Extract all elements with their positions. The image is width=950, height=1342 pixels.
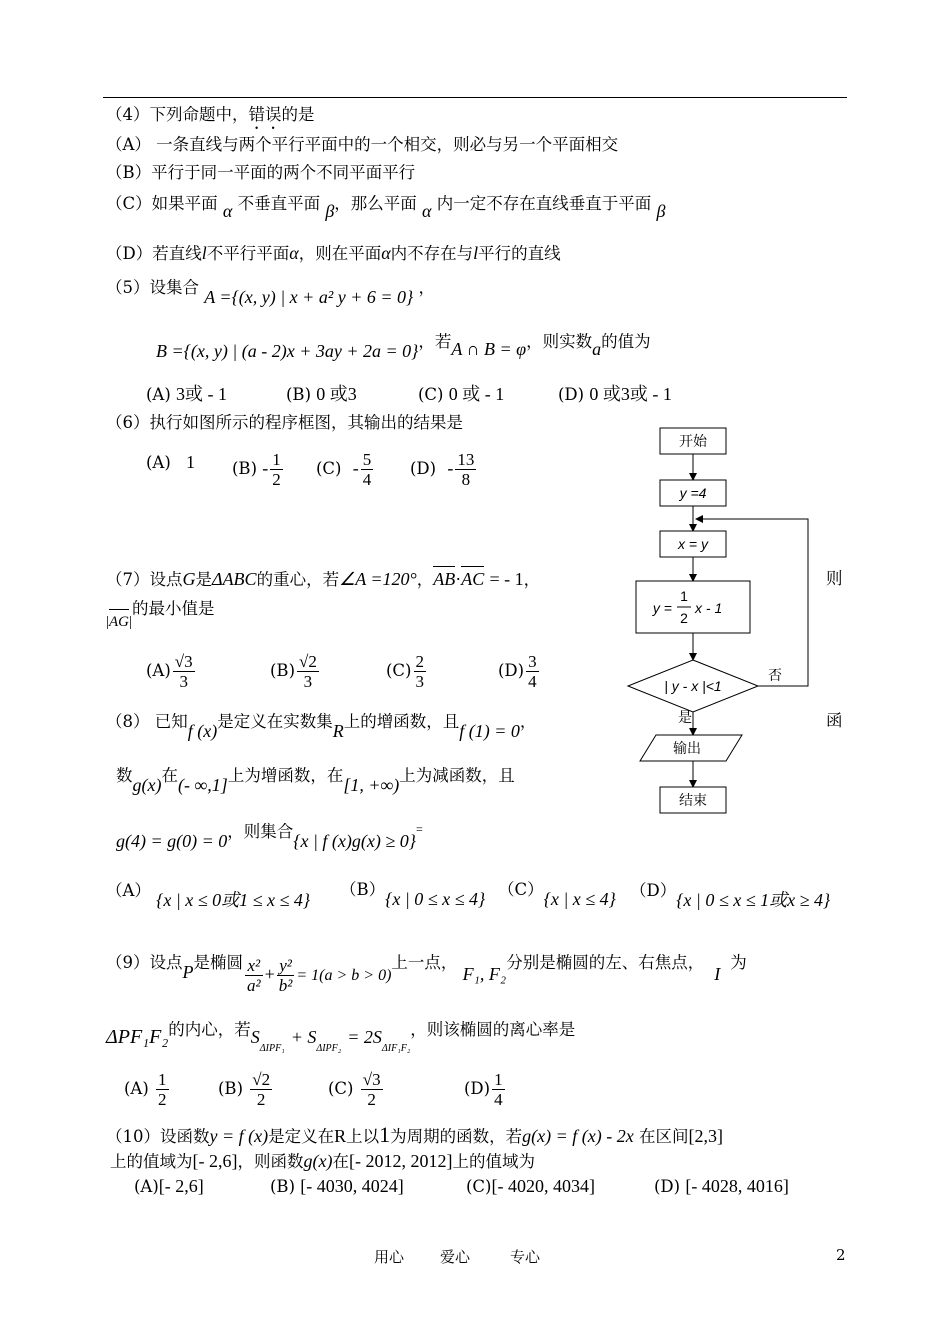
- q9-area-s3: = 2S: [347, 1027, 382, 1047]
- q9-option-a: [124, 1070, 171, 1109]
- q10-text6: 上的值域为: [110, 1152, 193, 1171]
- q5-opt-d-text: 0 或3或 - 1: [589, 384, 672, 404]
- q8-opt-d-label: （D）: [630, 881, 677, 900]
- q8-g4: g(4) = g(0) = 0: [116, 831, 228, 851]
- q7-triangle: ΔABC: [212, 569, 257, 589]
- q9-plus: +: [264, 964, 275, 984]
- q9-option-d: [464, 1070, 507, 1109]
- q9-ellipse-y-fraction: [277, 956, 295, 995]
- q8-text2: 是定义在实数集: [217, 712, 333, 731]
- q4-d-alpha2: α: [381, 243, 391, 263]
- q7-c-label: (C): [386, 661, 412, 680]
- q8-option-a: [106, 876, 311, 910]
- q9-area-s2: + S: [290, 1027, 317, 1047]
- q7-text2: 是: [195, 570, 212, 589]
- q10-text5: 在区间: [633, 1127, 689, 1146]
- q9-a-numerator: 1: [158, 1070, 167, 1089]
- q4-stem-prefix: （4）下列命题中，: [106, 105, 249, 124]
- q9-ellipse-x-fraction: [245, 956, 263, 995]
- q4-d-text2: 不平行平面: [206, 244, 290, 263]
- program-flowchart: [620, 420, 820, 820]
- q8-gx: g(x): [132, 775, 162, 795]
- q8-option-c: [498, 876, 616, 909]
- q9-area-s1: S: [250, 1027, 260, 1047]
- q5-stem: [106, 276, 435, 307]
- q8-text5: 上为增函数，在: [227, 766, 344, 785]
- q6-b-sign: -: [262, 458, 269, 478]
- q9-ey-denominator: b²: [278, 976, 293, 995]
- q7-vector-ac: AC: [461, 569, 485, 589]
- q6-c-label: (C): [316, 459, 342, 478]
- q10-yfx: y = f (x): [209, 1126, 269, 1146]
- q5-option-b: [286, 380, 357, 406]
- q7-option-d: [498, 652, 541, 691]
- flow-init-label: y =4: [679, 485, 707, 501]
- q6-option-b: [232, 450, 285, 489]
- q8-fx: f (x): [187, 721, 218, 741]
- q9-ex-numerator: x²: [245, 956, 263, 976]
- q7-d-denominator: 4: [528, 672, 537, 691]
- q7-c-numerator: 2: [415, 652, 424, 671]
- flow-update-denominator: 2: [680, 610, 688, 626]
- q7-option-b: [270, 652, 321, 691]
- q10-opt-b-label: (B): [270, 1177, 295, 1196]
- q8-equals: =: [415, 822, 423, 836]
- q7-b-numerator: √2: [299, 652, 317, 671]
- q9-foci: F₁, F₂: [462, 964, 507, 984]
- q9-ellipse-rhs: = 1(a > b > 0): [296, 967, 392, 984]
- q7-angle: ∠A =120°: [339, 569, 417, 589]
- q8-text1: （8） 已知: [106, 712, 188, 731]
- q6-option-a: [146, 452, 195, 473]
- q8-text4: ，: [519, 712, 537, 731]
- q8-zai: 在: [161, 766, 178, 785]
- q9-incenter: I: [714, 964, 721, 984]
- q4-d-l2: l: [473, 243, 479, 263]
- q7-b-fraction: [297, 652, 319, 691]
- q10-option-c: [466, 1176, 595, 1197]
- q7-ze: 则: [826, 569, 843, 588]
- q8-option-d: [630, 876, 831, 910]
- q9-text2: 是椭圆: [193, 953, 243, 972]
- q6-b-fraction: [270, 450, 283, 489]
- q4-c-text3: ，那么平面: [334, 194, 417, 213]
- q9-ey-numerator: y²: [277, 956, 295, 976]
- q9-ex-denominator: a²: [247, 976, 261, 995]
- q4-d-text3: ，则在平面: [298, 244, 382, 263]
- q6-a-label: (A): [146, 453, 171, 472]
- q10-option-a: [134, 1176, 204, 1197]
- q7-text5: 的最小值是: [132, 599, 215, 618]
- q9-a-label: (A): [124, 1079, 149, 1098]
- q5-option-a: [146, 380, 227, 406]
- q9-a-fraction: [156, 1070, 169, 1109]
- q4-c-text2: 不垂直平面: [237, 194, 321, 213]
- q8-option-b: [340, 876, 486, 909]
- q6-d-denominator: 8: [461, 470, 471, 489]
- q10-opt-a-label: (A): [134, 1177, 159, 1196]
- q6-stem: （6）执行如图所示的程序框图，其输出的结果是: [106, 413, 463, 432]
- q10-opt-a-text: [- 2,6]: [158, 1176, 204, 1196]
- q8-line2: [116, 764, 515, 795]
- q7-d-numerator: 3: [528, 652, 537, 671]
- q9-b-numerator: √2: [252, 1070, 271, 1089]
- q8-han: 函: [826, 711, 843, 730]
- q5-cond-text1: ，若: [418, 332, 452, 351]
- flow-output-label: 输出: [673, 740, 701, 756]
- q9-b-denominator: 2: [256, 1090, 266, 1109]
- q5-cond-text3: 的值为: [601, 332, 651, 351]
- q10-text2: 是定义在: [268, 1127, 335, 1146]
- q9-text1: （9）设点: [106, 953, 183, 972]
- q4-stem-emphasis: 错误: [248, 105, 282, 124]
- q9-sub-3: ΔIF₁F₂: [381, 1043, 411, 1055]
- q9-sub-2: ΔIPF₂: [316, 1043, 342, 1055]
- q9-d-label: (D): [464, 1079, 491, 1098]
- q9-stem: [106, 944, 747, 995]
- q5-opt-a-label: (A): [146, 385, 171, 404]
- page-number: 2: [836, 1246, 846, 1264]
- flow-update-numerator: 1: [680, 588, 688, 604]
- q7-a-label: (A): [146, 661, 171, 680]
- q10-text4: 为周期的函数，若: [390, 1127, 523, 1146]
- q7-a-denominator: 3: [179, 672, 188, 691]
- q5-cond-expr: A ∩ B = φ: [451, 339, 527, 359]
- q9-b-label: (B): [218, 1079, 243, 1098]
- q9-c-denominator: 2: [367, 1090, 376, 1109]
- q7-option-a: [146, 652, 197, 691]
- q10-text9: 上的值域为: [452, 1152, 535, 1171]
- q6-c-numerator: 5: [362, 450, 372, 469]
- q9-triangle: ΔPF₁F₂: [106, 1026, 169, 1048]
- flow-end-label: 结束: [679, 792, 707, 808]
- q10-line2: [110, 1150, 535, 1173]
- flow-update-lhs: y =: [652, 600, 672, 616]
- q4-stem: [106, 104, 315, 133]
- q4-c-text4: 内一定不存在直线垂直于平面: [436, 194, 652, 213]
- q4-option-c: [106, 192, 666, 221]
- q10-text1: （10）设函数: [106, 1127, 210, 1146]
- q6-d-label: (D): [410, 459, 437, 478]
- q4-c-text1: （C）如果平面: [106, 194, 218, 213]
- q10-range: [- 2,6]: [192, 1151, 238, 1171]
- q10-option-d: [654, 1176, 789, 1197]
- q9-option-b: [218, 1070, 274, 1109]
- q10-stem: [106, 1124, 723, 1148]
- q10-opt-b-text: [- 4030, 4024]: [300, 1176, 404, 1196]
- footer-motto-3: 专心: [510, 1248, 541, 1266]
- q7-a-fraction: [173, 652, 195, 691]
- q5-cond-a: a: [592, 339, 602, 359]
- header-rule: [103, 97, 847, 98]
- q7-d-fraction: [526, 652, 539, 691]
- q7-point-g: G: [182, 569, 196, 589]
- q8-opt-b-text: {x | 0 ≤ x ≤ 4}: [385, 889, 486, 909]
- flow-assign-label: x = y: [678, 536, 708, 552]
- q8-opt-c-label: （C）: [498, 880, 544, 899]
- q7-equals: = - 1: [489, 569, 524, 589]
- q10-opt-d-text: [- 4028, 4016]: [685, 1176, 789, 1196]
- q9-text7: ，则该椭圆的离心率是: [410, 1020, 576, 1039]
- q7-b-denominator: 3: [303, 672, 313, 691]
- q8-set-r: R: [332, 721, 344, 741]
- q8-opt-b-label: （B）: [340, 880, 386, 899]
- q7-comma: ，: [416, 570, 434, 589]
- q4-option-a: （A） 一条直线与两个平行平面中的一个相交，则必与另一个平面相交: [106, 135, 619, 154]
- q9-d-numerator: 1: [494, 1070, 503, 1089]
- q6-b-numerator: 1: [272, 450, 281, 469]
- q9-option-c: [328, 1070, 385, 1109]
- q8-set: {x | f (x)g(x) ≥ 0}: [293, 831, 416, 851]
- q6-d-fraction: [455, 450, 476, 489]
- q9-c-fraction: [361, 1070, 383, 1109]
- q5-comma: ，: [418, 278, 435, 297]
- q7-text3: 的重心，若: [256, 570, 340, 589]
- q9-d-fraction: [492, 1070, 505, 1109]
- q9-point-p: P: [182, 962, 194, 982]
- q5-line2: [156, 330, 651, 361]
- q7-text4: ，: [523, 570, 541, 589]
- q4-c-alpha2: α: [422, 201, 432, 221]
- q5-set-a: A ={(x, y) | x + a² y + 6 = 0}: [204, 287, 414, 307]
- q6-option-d: [410, 450, 478, 489]
- q9-c-numerator: √3: [362, 1070, 381, 1089]
- flow-no-label: 否: [768, 667, 782, 683]
- q7-dot-operator: ·: [455, 569, 462, 589]
- q7-line2: |AG|的最小值是: [106, 598, 215, 621]
- q10-opt-c-text: [- 4020, 4034]: [491, 1176, 595, 1196]
- flow-yes-label: 是: [678, 709, 692, 725]
- q6-d-sign: -: [447, 458, 454, 478]
- q5-option-d: [558, 380, 672, 406]
- q9-text3: 上一点，: [391, 953, 458, 972]
- q5-stem-text: （5）设集合: [106, 278, 199, 297]
- q8-text6: 上为减函数，且: [399, 766, 515, 785]
- flow-start-label: 开始: [679, 433, 707, 449]
- q5-cond-text2: ，则实数: [526, 332, 593, 351]
- q5-opt-c-text: 0 或 - 1: [448, 384, 505, 404]
- q5-opt-a-text: 3或 - 1: [176, 384, 228, 404]
- q9-text6: 的内心，若: [168, 1020, 251, 1039]
- q8-shu: 数: [116, 766, 133, 785]
- q7-vector-ab: AB: [433, 569, 456, 589]
- q8-line3: [116, 820, 423, 851]
- q10-set-r: R: [334, 1126, 347, 1146]
- footer-motto-1: 用心: [374, 1248, 405, 1266]
- q4-d-text4: 内不存在与: [390, 244, 474, 263]
- q5-opt-c-label: (C): [418, 385, 444, 404]
- q6-d-numerator: 13: [457, 450, 475, 469]
- q5-opt-b-text: 0 或3: [316, 384, 357, 404]
- q7-stem: [106, 568, 540, 591]
- q8-opt-d-text: {x | 0 ≤ x ≤ 1或x ≥ 4}: [676, 890, 831, 910]
- q4-d-l: l: [201, 243, 207, 263]
- flow-condition-label: | y - x |<1: [664, 678, 722, 694]
- q9-text5: 为: [730, 953, 747, 972]
- q8-opt-a-text: {x | x ≤ 0或1 ≤ x ≤ 4}: [156, 890, 311, 910]
- q10-text7: ，则函数: [237, 1152, 304, 1171]
- q10-gfx: g(x) = f (x) - 2x: [522, 1126, 634, 1146]
- q5-option-c: [418, 380, 504, 406]
- q7-text1: （7）设点: [106, 570, 183, 589]
- q4-d-text5: 平行的直线: [478, 244, 561, 263]
- q8-opt-c-text: {x | x ≤ 4}: [543, 889, 616, 909]
- q10-opt-c-label: (C): [466, 1177, 492, 1196]
- q10-option-b: [270, 1176, 404, 1197]
- q6-c-sign: -: [352, 458, 359, 478]
- q4-stem-suffix: 的是: [281, 105, 315, 124]
- q8-interval1: (- ∞,1]: [177, 775, 228, 795]
- q6-b-label: (B): [232, 459, 257, 478]
- q7-option-c: [386, 652, 428, 691]
- q4-d-alpha: α: [289, 243, 299, 263]
- q8-text3: 上的增函数，且: [343, 712, 460, 731]
- q6-c-fraction: [361, 450, 374, 489]
- q6-option-c: [316, 450, 375, 489]
- q10-opt-d-label: (D): [654, 1177, 681, 1196]
- q7-vector-ag: AG: [109, 611, 129, 633]
- q8-opt-a-label: （A）: [106, 881, 151, 900]
- q7-b-label: (B): [270, 661, 295, 680]
- q9-text4: 分别是椭圆的左、右焦点，: [506, 953, 705, 972]
- q10-interval2: [- 2012, 2012]: [348, 1151, 453, 1171]
- q9-c-label: (C): [328, 1079, 354, 1098]
- q10-gx: g(x): [303, 1151, 333, 1171]
- footer-motto-2: 爱心: [440, 1248, 471, 1266]
- q4-c-beta: β: [325, 201, 335, 221]
- q6-b-denominator: 2: [272, 470, 281, 489]
- flow-update-rhs: x - 1: [695, 600, 723, 616]
- q10-interval: [2,3]: [688, 1126, 723, 1146]
- q9-b-fraction: [250, 1070, 272, 1109]
- q8-interval2: [1, +∞): [343, 775, 400, 795]
- q8-stem: [106, 710, 537, 741]
- q5-opt-d-label: (D): [558, 385, 585, 404]
- q10-period: 1: [379, 1122, 391, 1147]
- q10-text3: 上以: [346, 1127, 380, 1146]
- q5-set-b: B ={(x, y) | (a - 2)x + 3ay + 2a = 0}: [156, 341, 419, 361]
- q6-c-denominator: 4: [362, 470, 372, 489]
- q9-d-denominator: 4: [494, 1090, 503, 1109]
- q8-f1: f (1) = 0: [459, 721, 520, 741]
- q7-d-label: (D): [498, 661, 525, 680]
- q7-c-denominator: 3: [415, 672, 424, 691]
- q9-sub-1: ΔIPF₁: [259, 1043, 285, 1055]
- q6-a-value: 1: [186, 452, 196, 472]
- q7-a-numerator: √3: [174, 652, 193, 671]
- q9-a-denominator: 2: [158, 1090, 167, 1109]
- q4-c-beta2: β: [656, 201, 666, 221]
- q7-c-fraction: [414, 652, 427, 691]
- q8-text7: ，则集合: [227, 822, 294, 841]
- q10-text8: 在: [332, 1152, 349, 1171]
- q4-option-b: （B）平行于同一平面的两个不同平面平行: [106, 163, 416, 182]
- q4-d-text1: （D）若直线: [106, 244, 202, 263]
- q5-opt-b-label: (B): [286, 385, 311, 404]
- q4-c-alpha: α: [222, 201, 233, 221]
- q4-option-d: [106, 242, 561, 265]
